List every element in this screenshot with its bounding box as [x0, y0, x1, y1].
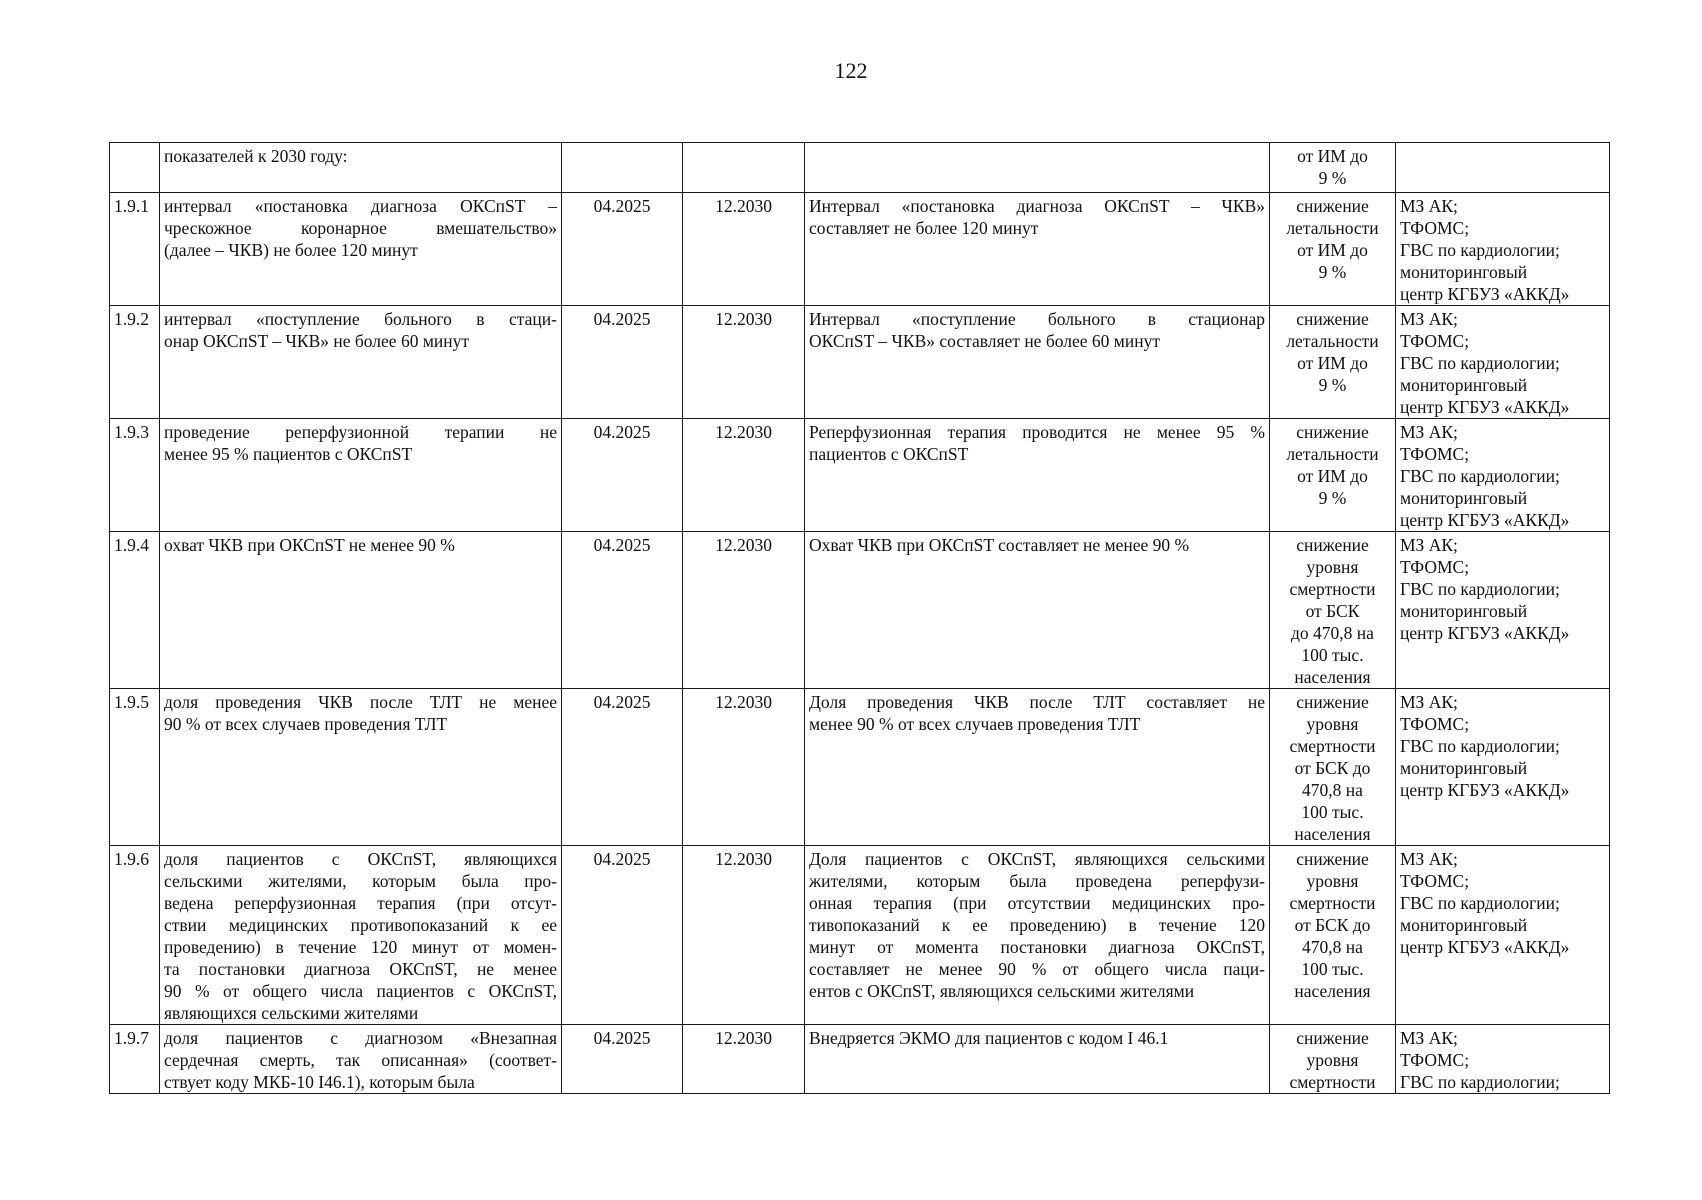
start-date: 04.2025: [562, 306, 683, 419]
measure-description-line: (далее – ЧКВ) не более 120 минут: [164, 240, 418, 260]
target-effect-line: уровня: [1306, 557, 1359, 577]
end-date: 12.2030: [683, 306, 805, 419]
responsible-parties: [1396, 306, 1610, 419]
table-row: [110, 846, 1610, 1025]
target-effect-line: снижение: [1296, 849, 1369, 869]
expected-result-line: Реперфузионная терапия проводится не менее 95 %: [809, 422, 1265, 442]
table-row: [110, 193, 1610, 306]
responsible-parties-line: МЗ АК;: [1400, 692, 1458, 712]
row-number: [110, 143, 160, 193]
responsible-parties: [1396, 419, 1610, 532]
target-effect-line: от ИМ до: [1297, 146, 1368, 166]
target-effect: [1270, 143, 1396, 193]
row-number: 1.9.5: [110, 689, 160, 846]
responsible-parties-line: ГВС по кардиологии;: [1400, 353, 1560, 373]
target-effect: [1270, 689, 1396, 846]
plan-table: [109, 142, 1610, 1094]
row-number: 1.9.6: [110, 846, 160, 1025]
expected-result: [805, 306, 1270, 419]
responsible-parties-line: МЗ АК;: [1400, 422, 1458, 442]
responsible-parties-line: мониторинговый: [1400, 375, 1528, 395]
expected-result-line: минут от момента постановки диагноза ОКСпST,: [809, 937, 1265, 957]
expected-result-line: Доля пациентов с ОКСпST, являющихся сельскими: [809, 849, 1265, 869]
measure-description: [160, 193, 562, 306]
expected-result-line: пациентов с ОКСпST: [809, 444, 969, 464]
expected-result-line: тивопоказаний к ее проведению) в течение 120: [809, 915, 1265, 935]
end-date: 12.2030: [683, 846, 805, 1025]
responsible-parties-line: ТФОМС;: [1400, 331, 1470, 351]
responsible-parties-line: ГВС по кардиологии;: [1400, 579, 1560, 599]
expected-result-line: Доля проведения ЧКВ после ТЛТ составляет не: [809, 692, 1265, 712]
target-effect-line: уровня: [1306, 871, 1359, 891]
target-effect-line: от БСК до: [1294, 758, 1371, 778]
target-effect-line: летальности: [1286, 218, 1379, 238]
responsible-parties-line: МЗ АК;: [1400, 196, 1458, 216]
measure-description-line: онар ОКСпST – ЧКВ» не более 60 минут: [164, 331, 470, 351]
expected-result-line: Интервал «постановка диагноза ОКСпST – ЧКВ»: [809, 196, 1265, 216]
target-effect: [1270, 532, 1396, 689]
target-effect: [1270, 1025, 1396, 1094]
measure-description-line: менее 95 % пациентов с ОКСпST: [164, 444, 413, 464]
measure-description-line: охват ЧКВ при ОКСпST не менее 90 %: [164, 535, 455, 555]
measure-description: [160, 532, 562, 689]
measure-description-line: ствует коду МКБ-10 I46.1), которым была: [164, 1072, 475, 1092]
table-row: [110, 143, 1610, 193]
target-effect-line: населения: [1294, 667, 1371, 687]
target-effect-line: летальности: [1286, 444, 1379, 464]
expected-result: [805, 1025, 1270, 1094]
measure-description-line: ведена реперфузионная терапия (при отсут-: [164, 893, 557, 913]
responsible-parties-line: мониторинговый: [1400, 262, 1528, 282]
measure-description-line: доля пациентов с ОКСпST, являющихся: [164, 849, 557, 869]
target-effect-line: от БСК: [1305, 601, 1360, 621]
responsible-parties-line: центр КГБУЗ «АККД»: [1400, 397, 1570, 417]
table-body: [110, 143, 1610, 1094]
target-effect-line: снижение: [1296, 196, 1369, 216]
responsible-parties-line: ТФОМС;: [1400, 218, 1470, 238]
measure-description: [160, 1025, 562, 1094]
table-row: [110, 419, 1610, 532]
responsible-parties-line: ГВС по кардиологии;: [1400, 893, 1560, 913]
start-date: 04.2025: [562, 846, 683, 1025]
end-date: 12.2030: [683, 193, 805, 306]
responsible-parties-line: МЗ АК;: [1400, 849, 1458, 869]
measure-description-line: проведение реперфузионной терапии не: [164, 422, 557, 442]
responsible-parties: [1396, 532, 1610, 689]
measure-description: [160, 419, 562, 532]
expected-result-line: ентов с ОКСпST, являющихся сельскими жителями: [809, 981, 1195, 1001]
responsible-parties: [1396, 846, 1610, 1025]
end-date: 12.2030: [683, 1025, 805, 1094]
measure-description-line: проведению) в течение 120 минут от момен-: [164, 937, 557, 957]
responsible-parties-line: центр КГБУЗ «АККД»: [1400, 780, 1570, 800]
responsible-parties-line: ТФОМС;: [1400, 1050, 1470, 1070]
expected-result: [805, 419, 1270, 532]
responsible-parties-line: ТФОМС;: [1400, 557, 1470, 577]
measure-description-line: интервал «постановка диагноза ОКСпST –: [164, 196, 557, 216]
page-number: 122: [834, 58, 868, 83]
target-effect-line: снижение: [1296, 1028, 1369, 1048]
measure-description-line: интервал «поступление больного в стаци-: [164, 309, 557, 329]
measure-description: [160, 143, 562, 193]
responsible-parties-line: мониторинговый: [1400, 601, 1528, 621]
expected-result: [805, 143, 1270, 193]
responsible-parties-line: мониторинговый: [1400, 488, 1528, 508]
responsible-parties-line: мониторинговый: [1400, 915, 1528, 935]
measure-description-line: доля пациентов с диагнозом «Внезапная: [164, 1028, 557, 1048]
expected-result-line: составляет не менее 90 % от общего числа паци-: [809, 959, 1265, 979]
row-number: 1.9.1: [110, 193, 160, 306]
expected-result-line: Интервал «поступление больного в стационар: [809, 309, 1265, 329]
expected-result-line: Внедряется ЭКМО для пациентов с кодом I 46.1: [809, 1028, 1169, 1048]
measure-description: [160, 689, 562, 846]
measure-description-line: чрескожное коронарное вмешательство»: [164, 218, 557, 238]
expected-result-line: менее 90 % от всех случаев проведения ТЛТ: [809, 714, 1141, 734]
row-number: 1.9.7: [110, 1025, 160, 1094]
target-effect-line: 100 тыс.: [1301, 802, 1364, 822]
responsible-parties-line: ГВС по кардиологии;: [1400, 1072, 1560, 1092]
responsible-parties-line: МЗ АК;: [1400, 1028, 1458, 1048]
responsible-parties-line: МЗ АК;: [1400, 535, 1458, 555]
responsible-parties-line: ТФОМС;: [1400, 714, 1470, 734]
target-effect-line: 100 тыс.: [1301, 645, 1364, 665]
responsible-parties-line: ТФОМС;: [1400, 444, 1470, 464]
responsible-parties-line: центр КГБУЗ «АККД»: [1400, 510, 1570, 530]
responsible-parties-line: центр КГБУЗ «АККД»: [1400, 623, 1570, 643]
table-row: [110, 306, 1610, 419]
target-effect-line: снижение: [1296, 422, 1369, 442]
expected-result-line: составляет не более 120 минут: [809, 218, 1039, 238]
target-effect-line: летальности: [1286, 331, 1379, 351]
target-effect-line: снижение: [1296, 535, 1369, 555]
target-effect-line: смертности: [1289, 1072, 1376, 1092]
target-effect-line: уровня: [1306, 714, 1359, 734]
target-effect-line: снижение: [1296, 309, 1369, 329]
target-effect-line: от ИМ до: [1297, 466, 1368, 486]
expected-result: [805, 846, 1270, 1025]
expected-result-line: онная терапия (при отсутствии медицинских про-: [809, 893, 1265, 913]
measure-description-line: сельскими жителями, которым была про-: [164, 871, 557, 891]
expected-result-line: жителями, которым была проведена реперфузи-: [809, 871, 1265, 891]
expected-result: [805, 532, 1270, 689]
target-effect-line: уровня: [1306, 1050, 1359, 1070]
end-date: [683, 143, 805, 193]
responsible-parties: [1396, 1025, 1610, 1094]
target-effect: [1270, 846, 1396, 1025]
responsible-parties: [1396, 143, 1610, 193]
target-effect: [1270, 193, 1396, 306]
target-effect-line: от БСК до: [1294, 915, 1371, 935]
target-effect-line: смертности: [1289, 736, 1376, 756]
target-effect-line: снижение: [1296, 692, 1369, 712]
table-row: [110, 689, 1610, 846]
expected-result: [805, 193, 1270, 306]
target-effect-line: населения: [1294, 824, 1371, 844]
end-date: 12.2030: [683, 419, 805, 532]
responsible-parties-line: мониторинговый: [1400, 758, 1528, 778]
responsible-parties-line: центр КГБУЗ «АККД»: [1400, 937, 1570, 957]
target-effect: [1270, 306, 1396, 419]
expected-result-line: ОКСпST – ЧКВ» составляет не более 60 минут: [809, 331, 1160, 351]
target-effect-line: до 470,8 на: [1291, 623, 1374, 643]
measure-description-line: доля проведения ЧКВ после ТЛТ не менее: [164, 692, 557, 712]
row-number: 1.9.2: [110, 306, 160, 419]
responsible-parties-line: ГВС по кардиологии;: [1400, 466, 1560, 486]
target-effect-line: населения: [1294, 981, 1371, 1001]
expected-result: [805, 689, 1270, 846]
target-effect-line: 9 %: [1318, 262, 1347, 282]
measure-description-line: сердечная смерть, так описанная» (соответ-: [164, 1050, 557, 1070]
measure-description-line: 90 % от всех случаев проведения ТЛТ: [164, 714, 448, 734]
target-effect-line: от ИМ до: [1297, 353, 1368, 373]
start-date: [562, 143, 683, 193]
target-effect-line: смертности: [1289, 579, 1376, 599]
responsible-parties-line: центр КГБУЗ «АККД»: [1400, 284, 1570, 304]
measure-description: [160, 846, 562, 1025]
start-date: 04.2025: [562, 532, 683, 689]
measure-description-line: 90 % от общего числа пациентов с ОКСпST,: [164, 981, 557, 1001]
measure-description-line: показателей к 2030 году:: [164, 146, 348, 166]
measure-description-line: ствии медицинских противопоказаний к ее: [164, 915, 557, 935]
responsible-parties: [1396, 689, 1610, 846]
measure-description-line: являющихся сельскими жителями: [164, 1003, 419, 1023]
target-effect: [1270, 419, 1396, 532]
target-effect-line: 470,8 на: [1302, 780, 1363, 800]
start-date: 04.2025: [562, 193, 683, 306]
responsible-parties-line: ТФОМС;: [1400, 871, 1470, 891]
start-date: 04.2025: [562, 1025, 683, 1094]
target-effect-line: 9 %: [1318, 375, 1347, 395]
start-date: 04.2025: [562, 689, 683, 846]
responsible-parties-line: ГВС по кардиологии;: [1400, 736, 1560, 756]
target-effect-line: 100 тыс.: [1301, 959, 1364, 979]
expected-result-line: Охват ЧКВ при ОКСпST составляет не менее 90 %: [809, 535, 1190, 555]
target-effect-line: 9 %: [1318, 168, 1347, 188]
measure-description: [160, 306, 562, 419]
responsible-parties-line: ГВС по кардиологии;: [1400, 240, 1560, 260]
row-number: 1.9.3: [110, 419, 160, 532]
end-date: 12.2030: [683, 532, 805, 689]
target-effect-line: от ИМ до: [1297, 240, 1368, 260]
target-effect-line: смертности: [1289, 893, 1376, 913]
measure-description-line: та постановки диагноза ОКСпST, не менее: [164, 959, 557, 979]
responsible-parties: [1396, 193, 1610, 306]
target-effect-line: 470,8 на: [1302, 937, 1363, 957]
responsible-parties-line: МЗ АК;: [1400, 309, 1458, 329]
start-date: 04.2025: [562, 419, 683, 532]
table-row: [110, 532, 1610, 689]
target-effect-line: 9 %: [1318, 488, 1347, 508]
row-number: 1.9.4: [110, 532, 160, 689]
table-row: [110, 1025, 1610, 1094]
end-date: 12.2030: [683, 689, 805, 846]
